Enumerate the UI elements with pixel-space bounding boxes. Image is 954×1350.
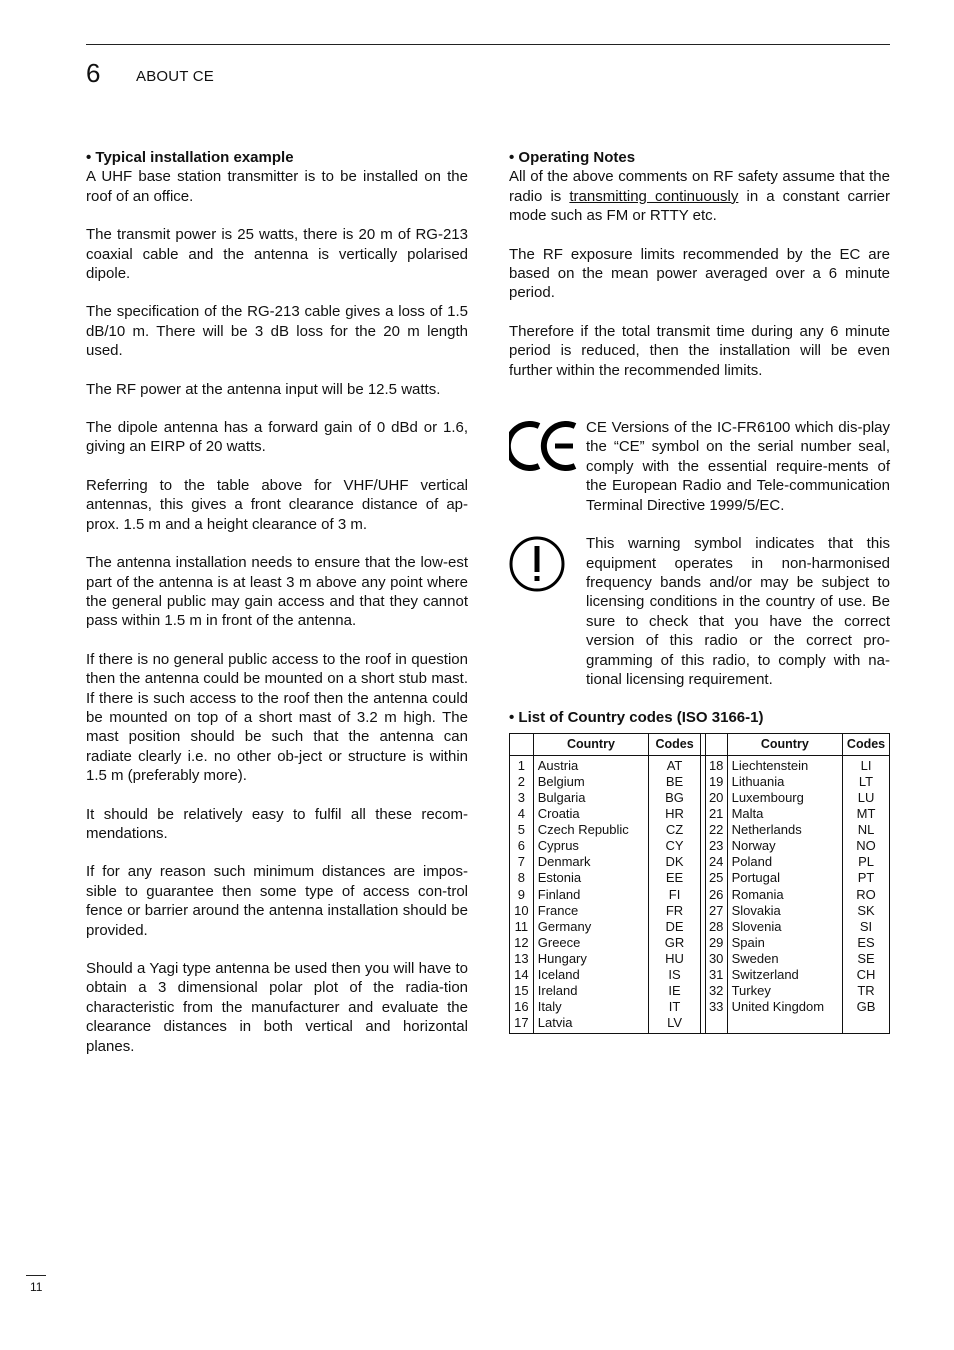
table-cell-code: AT <box>666 757 683 773</box>
table-cell-country: Latvia <box>537 1015 573 1031</box>
table-cell-country: Slovakia <box>731 902 781 918</box>
table-cell-country: Hungary <box>537 950 587 966</box>
ce-mark-icon <box>509 418 579 474</box>
paragraph: Should a Yagi type antenna be used then you will have to obtain a 3 dimensional polar plot of the radia-tion characteristic from the manufacturer and evaluate the clearance distances in both vertical and horizontal planes. <box>86 960 468 1055</box>
table-cell-n: 28 <box>708 918 724 934</box>
table-cell-country: Germany <box>537 918 592 934</box>
left-codes <box>649 755 701 1034</box>
paragraph: The specification of the RG-213 cable gives a loss of 1.5 dB/10 m. There will be 3 dB loss for the 20 m length used. <box>86 303 468 360</box>
table-cell-country: Cyprus <box>537 838 579 854</box>
table-cell-country: Sweden <box>731 950 779 966</box>
table-cell-n: 25 <box>708 870 724 886</box>
table-cell-code: NO <box>856 838 876 854</box>
table-cell-code: DE <box>665 918 684 934</box>
table-cell-code: RO <box>856 886 876 902</box>
left-column <box>86 148 468 1075</box>
table-cell-n: 32 <box>708 983 724 999</box>
table-cell-code: TR <box>857 983 875 999</box>
table-cell-n: 14 <box>514 966 529 982</box>
operating-notes-paragraph: All of the above comments on RF safety assume that the radio is transmitting continuously in a constant carrier mode such as FM or RTTY etc. <box>509 168 890 225</box>
table-cell-country: Lithuania <box>731 773 785 789</box>
table-cell-country: Denmark <box>537 854 591 870</box>
table-cell-n: 33 <box>708 999 724 1015</box>
table-cell-code: GB <box>856 999 876 1015</box>
table-cell-country: Malta <box>731 806 764 822</box>
paragraph: The RF exposure limits recommended by the EC are based on the mean power averaged over a 6 minute period. <box>509 245 890 302</box>
table-cell-n: 17 <box>514 1015 529 1031</box>
table-cell-n: 5 <box>517 822 525 838</box>
table-cell-country: Iceland <box>537 966 580 982</box>
table-cell-code: LU <box>857 789 875 805</box>
table-cell-code: HU <box>665 950 684 966</box>
table-cell-n: 30 <box>708 950 724 966</box>
table-cell-n: 2 <box>517 773 525 789</box>
table-cell-n: 29 <box>708 934 724 950</box>
table-cell-n: 24 <box>708 854 724 870</box>
table-cell-code: DK <box>665 854 684 870</box>
table-cell-n: 16 <box>514 999 529 1015</box>
table-cell-country: Ireland <box>537 983 578 999</box>
operating-notes-heading: • Operating Notes <box>509 149 636 166</box>
table-cell-n: 1 <box>517 757 525 773</box>
table-cell-n: 23 <box>708 838 724 854</box>
table-cell-country: Luxembourg <box>731 789 804 805</box>
country-codes-heading: • List of Country codes (ISO 3166-1) <box>509 709 764 727</box>
paragraph: The dipole antenna has a forward gain of 0 dBd or 1.6, giving an EIRP of 20 watts. <box>86 419 468 456</box>
table-cell-code: MT <box>856 806 876 822</box>
table-cell-code: HR <box>665 806 684 822</box>
table-cell-n: 31 <box>708 966 724 982</box>
table-cell-country: Italy <box>537 999 562 1015</box>
table-cell-code: FI <box>668 886 681 902</box>
table-cell-code: IS <box>668 966 681 982</box>
table-cell-country: Poland <box>731 854 773 870</box>
table-cell-n: 10 <box>514 902 529 918</box>
table-cell-n: 11 <box>514 918 529 934</box>
table-cell-country: Belgium <box>537 773 585 789</box>
header-codes: Codes <box>843 733 890 755</box>
installation-example-heading: • Typical installation example <box>86 149 294 166</box>
right-numbers <box>705 755 727 1034</box>
table-cell-code: SE <box>857 950 875 966</box>
table-cell-code: FR <box>665 902 684 918</box>
table-cell-code: EE <box>665 870 684 886</box>
chapter-title: ABOUT CE <box>136 68 215 85</box>
paragraph: Referring to the table above for VHF/UHF vertical antennas, this gives a front clearance distance of ap-prox. 1.5 m and a height clearance of 3 m. <box>86 476 468 533</box>
table-cell-country: Portugal <box>731 870 781 886</box>
table-cell-country: Norway <box>731 838 776 854</box>
paragraph: It should be relatively easy to fulfil all these recom-mendations. <box>86 805 468 842</box>
warning-notice <box>509 534 890 689</box>
warning-text: This warning symbol indicates that this equipment operates in non-harmonised frequency bands and/or may be subject to licensing conditions in the country of use. Be sure to check that you have the correct version of this radio or the correct pro-gramming of this radio, to comply with na-tional licensing requirement. <box>586 535 890 688</box>
country-codes-table <box>509 733 890 1035</box>
warning-exclamation-icon <box>509 534 569 594</box>
underlined-phrase: transmitting continuously <box>569 187 739 205</box>
paragraph: The antenna installation needs to ensure that the low-est part of the antenna is at least 3 m above any point where the general public may gain access and that they cannot pass within 1.5 m in front of the antenna. <box>86 554 468 630</box>
table-cell-country: Slovenia <box>731 918 782 934</box>
table-cell-country: Austria <box>537 757 579 773</box>
table-cell-code: SK <box>857 902 875 918</box>
table-cell-code: IE <box>668 983 681 999</box>
table-cell-n: 3 <box>517 789 525 805</box>
table-cell-code: LI <box>860 757 872 773</box>
bottom-rule <box>26 1275 46 1276</box>
table-cell-country: Turkey <box>731 983 771 999</box>
table-cell-code: NL <box>857 822 875 838</box>
table-cell-code: PT <box>857 870 875 886</box>
table-cell-code: CH <box>856 966 876 982</box>
left-countries <box>533 755 648 1034</box>
header-country: Country <box>727 733 842 755</box>
table-cell-code: PL <box>858 854 874 870</box>
table-cell-n: 6 <box>517 838 525 854</box>
table-cell-country: Switzerland <box>731 966 799 982</box>
right-codes <box>843 755 890 1034</box>
table-cell-code: LT <box>858 773 874 789</box>
paragraph: The RF power at the antenna input will be 12.5 watts. <box>86 380 441 398</box>
table-cell-country: Bulgaria <box>537 789 586 805</box>
paragraph: Therefore if the total transmit time during any 6 minute period is reduced, then the installation will be even further within the recommended limits. <box>509 322 890 379</box>
table-cell-n: 21 <box>708 806 724 822</box>
table-cell-n: 8 <box>517 870 525 886</box>
table-cell-country: Romania <box>731 886 784 902</box>
table-cell-code: LV <box>667 1015 682 1031</box>
table-cell-n: 9 <box>517 886 525 902</box>
right-column <box>509 148 890 1034</box>
table-cell-code: BE <box>665 773 684 789</box>
right-countries <box>727 755 842 1034</box>
table-cell-n: 19 <box>708 773 724 789</box>
table-cell-n: 27 <box>708 902 724 918</box>
paragraph: The transmit power is 25 watts, there is 20 m of RG-213 coaxial cable and the antenna is vertically polarised dipole. <box>86 226 468 283</box>
table-cell-n: 18 <box>708 757 724 773</box>
table-cell-country: Croatia <box>537 806 580 822</box>
chapter-number: 6 <box>86 58 101 88</box>
paragraph: If for any reason such minimum distances are impos-sible to guarantee then some type of access con-trol fence or barrier around the antenna installation should be provided. <box>86 863 468 939</box>
header-number <box>510 733 534 755</box>
table-cell-n: 7 <box>517 854 525 870</box>
page-number: 11 <box>30 1280 43 1294</box>
table-cell-n: 12 <box>514 934 529 950</box>
table-cell-n: 20 <box>708 789 724 805</box>
ce-text: CE Versions of the IC-FR6100 which dis-play the “CE” symbol on the serial number seal, comply with the essential require-ments of the European Radio and Tele-communication Terminal Directive 1999/5/EC. <box>586 419 890 514</box>
paragraph: If there is no general public access to the roof in question then the antenna could be mounted on a short stub mast. If there is such access to the roof then the antenna could be mounted on top of a short mast of 3.2 m high. The mast position should be such that the antenna can radiate clearly i.e. no other ob-ject or structure is within 1.5 m (preferably more). <box>86 650 468 785</box>
table-cell-code: BG <box>665 789 684 805</box>
table-cell-country: Greece <box>537 934 581 950</box>
header-number <box>705 733 727 755</box>
left-numbers <box>510 755 534 1034</box>
header-country: Country <box>533 733 648 755</box>
table-cell-n: 26 <box>708 886 724 902</box>
paragraph: A UHF base station transmitter is to be installed on the roof of an office. <box>86 168 468 205</box>
table-cell-n: 4 <box>517 806 525 822</box>
table-cell-country: United Kingdom <box>731 999 825 1015</box>
table-cell-code: GR <box>664 934 685 950</box>
table-cell-n: 15 <box>514 983 529 999</box>
table-cell-code: SI <box>859 918 873 934</box>
table-cell-country: Netherlands <box>731 822 802 838</box>
header-codes: Codes <box>649 733 701 755</box>
table-cell-country: France <box>537 902 579 918</box>
table-cell-code: ES <box>857 934 875 950</box>
table-cell-code: IT <box>668 999 681 1015</box>
table-cell-code: CY <box>665 838 684 854</box>
table-cell-code: CZ <box>665 822 684 838</box>
table-cell-country: Spain <box>731 934 765 950</box>
table-cell-country: Estonia <box>537 870 582 886</box>
table-cell-country: Finland <box>537 886 581 902</box>
table-cell-country: Czech Republic <box>537 822 629 838</box>
table-cell-n: 22 <box>708 822 724 838</box>
table-cell-country: Liechtenstein <box>731 757 809 773</box>
top-rule <box>86 44 890 45</box>
ce-notice <box>509 418 890 515</box>
table-cell-n: 13 <box>514 950 529 966</box>
